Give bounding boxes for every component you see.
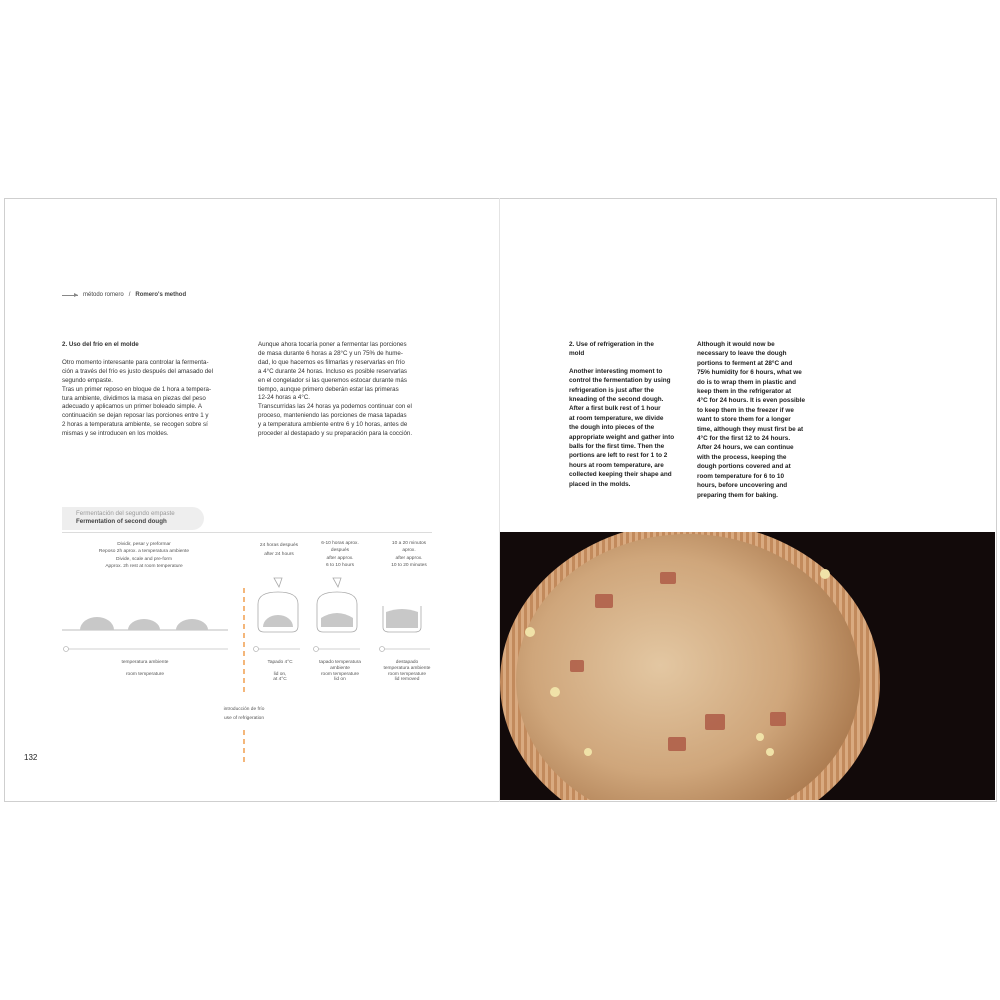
- running-header: [62, 292, 186, 298]
- mold-open: [383, 606, 421, 632]
- timeline-dot: [64, 647, 69, 652]
- mold-lid-room: [317, 578, 357, 632]
- header-es: método romero: [83, 292, 124, 298]
- bottom-label-4: destapado temperatura ambiente room temperature lid removed: [383, 660, 431, 683]
- diagram-rule: [62, 532, 432, 533]
- diagram-title-en: Fermentation of second dough: [76, 518, 167, 525]
- dough-ball: [128, 619, 160, 630]
- step3-en: after approx. 6 to 10 hours: [325, 556, 354, 568]
- step3-label: [312, 541, 368, 569]
- body-es-1: Otro momento interesante para controlar la fermenta- ción a través del frío es justo después del amasado del segundo empaste. Tras un primer reposo en bloque de 1 hora a tempera- tura ambiente, dividimos la masa en piezas del peso adecuado y aplicamos un primer boleado simple. A continuación se dejan reposar las porciones entre 1 y 2 horas a temperatura ambiente, se recogen sobre sí mismas y se introducen en los moldes.: [62, 358, 213, 438]
- spanish-column-2: [258, 341, 438, 439]
- dough-photo: [500, 532, 995, 800]
- dough-illustration: [500, 532, 995, 800]
- dough-ball: [80, 617, 114, 630]
- bottom-label-1: temperatura ambiente room temperature: [121, 660, 169, 677]
- page-number: 132: [24, 753, 38, 762]
- step4-en: after approx. 10 to 20 minutes: [391, 556, 427, 568]
- timeline-dot: [254, 647, 259, 652]
- section-heading-es: 2. Uso del frío en el molde: [62, 341, 139, 348]
- step2-label: 24 horas después after 24 hours: [259, 543, 299, 557]
- body-en-2: Although it would now be necessary to leave the dough portions to ferment at 28°C and 75% humidity for 6 hours, what we do is to wrap them in plastic and keep them in the refrigerator at 4°C for 24 hours. It is even possible to keep them in the freezer if we want to store them for a longer time, although they must first be at 4°C for the first 12 to 24 hours. After 24 hours, we can continue with the process, keeping the dough portions covered and at room temperature for 6 to 10 hours, before uncovering and preparing them for baking.: [697, 341, 806, 499]
- bottom-label-3: tapado temperatura ambiente room temperature lid on: [319, 660, 361, 683]
- step3-es: 6-10 horas aprox. después: [321, 541, 359, 553]
- header-en: Romero's method: [135, 292, 187, 298]
- english-column-1: [569, 340, 689, 489]
- step4-label: [378, 541, 440, 569]
- spanish-column-1: [62, 341, 250, 439]
- bottom-label-2: Tapado 4°C lid on, at 4°C: [267, 660, 293, 683]
- diagram-title: [62, 507, 204, 530]
- step4-es: 10 a 20 minutos aprox.: [391, 541, 427, 553]
- section-heading-en: 2. Use of refrigeration in the mold: [569, 341, 654, 358]
- english-column-2: [697, 340, 817, 500]
- header-separator: /: [128, 292, 131, 298]
- diagram-title-es: Fermentación del segundo empaste: [76, 510, 175, 517]
- refrigeration-label: introducción de frío use of refrigeration: [223, 707, 265, 721]
- body-en-1: Another interesting moment to control the fermentation by using refrigeration is just after the kneading of the second dough. After a first bulk rest of 1 hour at room temperature, we divide the dough into pieces of the appropriate weight and gather into balls for the first time. Then the portions are left to rest for 1 to 2 hours at room temperature, are collected keeping their shape and placed in the molds.: [569, 367, 675, 488]
- step1-en: Divide, scale and pre-form Approx. 2h rest at room temperature: [105, 557, 183, 569]
- body-es-2: Aunque ahora tocaría poner a fermentar las porciones de masa durante 6 horas a 28°C y un 75% de hume- dad, lo que hacemos es filmarlas y reservarlas en frío a 4°C durante 24 horas. Incluso es posible reservarlas en el congelador si las queremos estocar durante más tiempo, aunque primero deberán estar las primeras 12-24 horas a 4°C. Transcurridas las 24 horas ya podemos continuar con el proceso, manteniendo las porciones de masa tapadas y a temperatura ambiente entre 6 y 10 horas, antes de proceder al destapado y su preparación para la cocción.: [258, 341, 413, 438]
- timeline-dot: [380, 647, 385, 652]
- timeline-dot: [314, 647, 319, 652]
- arrow-icon: [62, 295, 78, 296]
- step1-label: [84, 542, 204, 570]
- step1-es: Dividir, pesar y preformar Reposo 2h aprox. a temperatura ambiente: [98, 542, 190, 554]
- dough-ball: [176, 619, 208, 630]
- mold-lid-cold: [258, 578, 298, 632]
